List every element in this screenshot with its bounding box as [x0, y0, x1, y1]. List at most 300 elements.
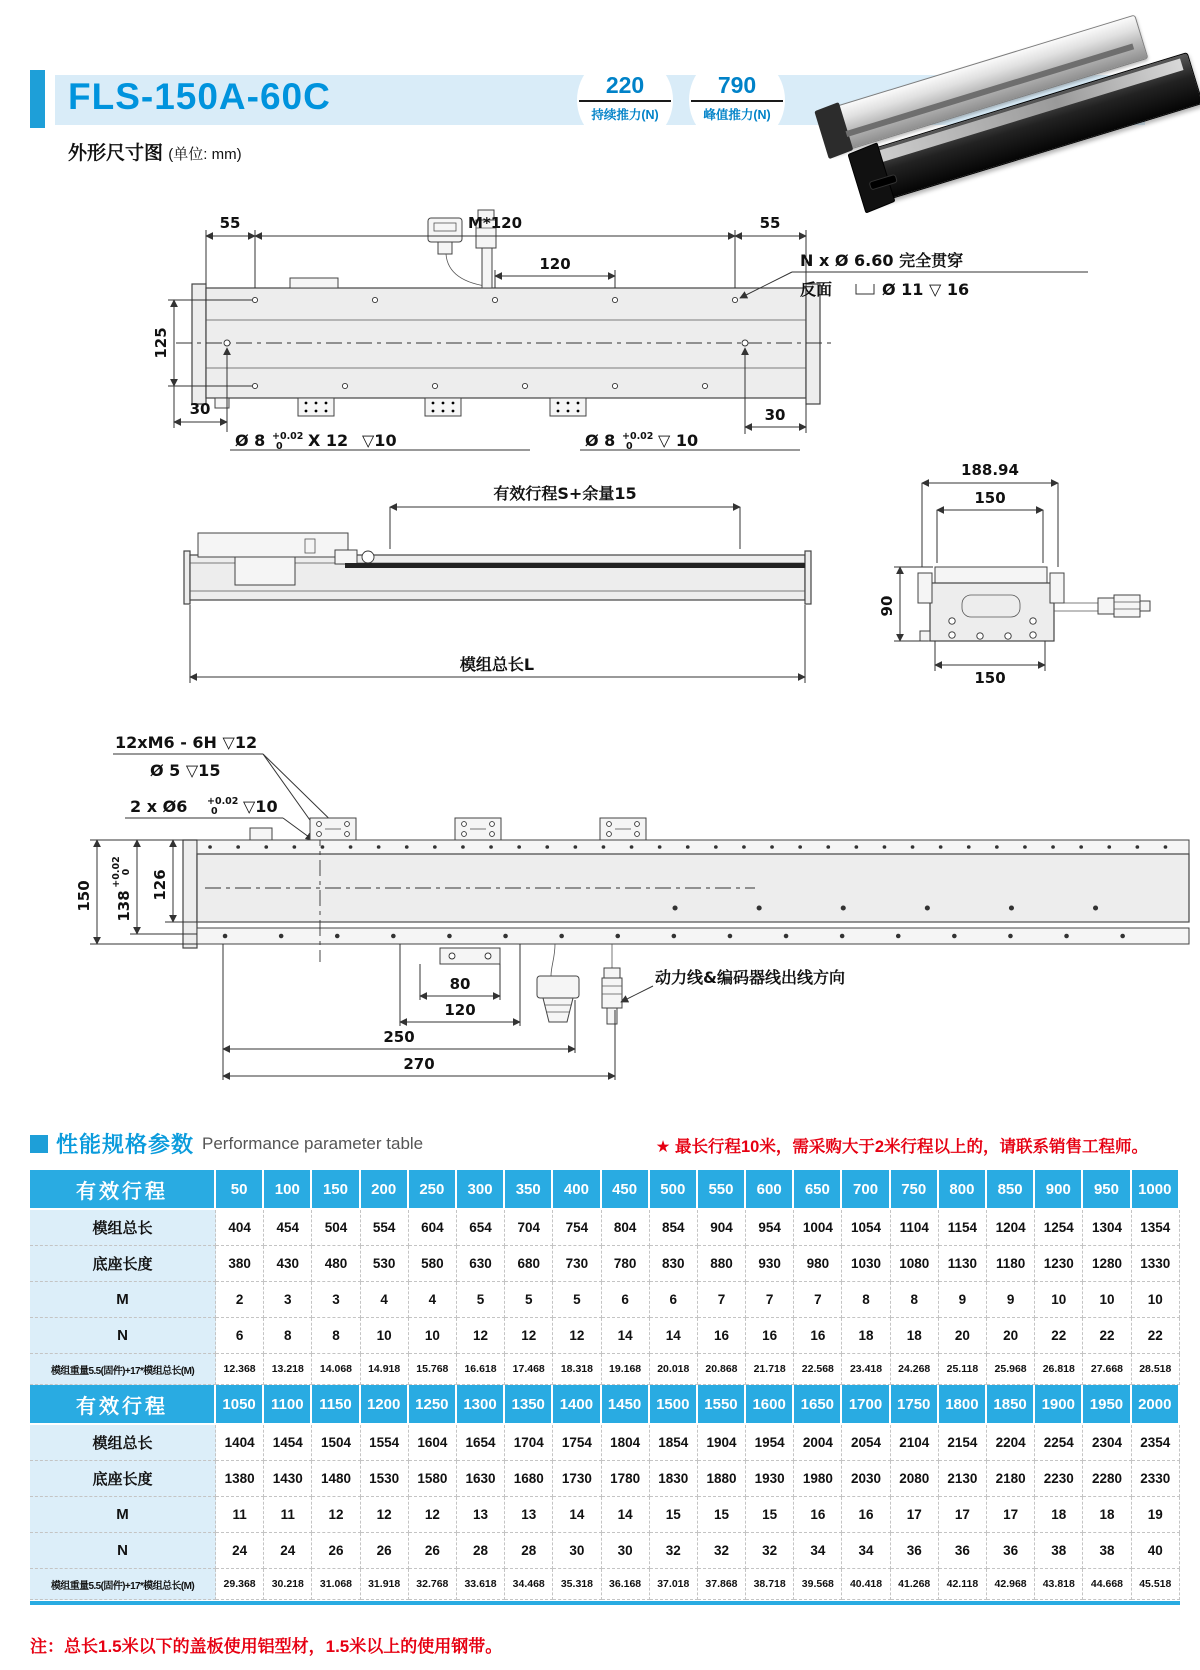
table-cell: 2180	[987, 1461, 1035, 1497]
dim-label: 55	[759, 214, 781, 232]
table-cell: 8	[312, 1318, 360, 1354]
table-cell: 14	[602, 1497, 650, 1533]
table-cell: 32	[650, 1533, 698, 1569]
column-header: 550	[698, 1170, 746, 1210]
column-header: 1150	[312, 1385, 360, 1425]
column-header: 1600	[746, 1385, 794, 1425]
table-cell: 15	[746, 1497, 794, 1533]
table-row	[30, 1246, 1180, 1282]
table-cell: 454	[264, 1210, 312, 1246]
round-connector	[602, 944, 622, 1024]
dsub-connector	[537, 944, 579, 1022]
table-cell: 17	[987, 1497, 1035, 1533]
row-label: 有效行程	[30, 1385, 216, 1425]
dimension-title-text: 外形尺寸图	[68, 143, 164, 164]
table-cell: 1204	[987, 1210, 1035, 1246]
top-rail-strip	[197, 840, 1189, 854]
counterbore-symbol	[856, 284, 874, 294]
dim-label: 55	[219, 214, 241, 232]
table-cell: 1580	[409, 1461, 457, 1497]
table-cell: 45.518	[1132, 1569, 1180, 1600]
table-cell: 2230	[1035, 1461, 1083, 1497]
peak-thrust-value: 790	[691, 72, 783, 102]
pin-hole-callout: Ø 8	[585, 431, 616, 450]
bolt-block	[310, 818, 356, 840]
table-cell: 554	[361, 1210, 409, 1246]
table-cell: 1030	[842, 1246, 890, 1282]
table-cell: 2304	[1083, 1425, 1131, 1461]
column-header: 100	[264, 1170, 312, 1210]
sensor-bracket	[250, 828, 272, 840]
table-cell: 12	[312, 1497, 360, 1533]
dim-label: 270	[403, 1055, 435, 1073]
table-cell: 980	[794, 1246, 842, 1282]
table-cell: 26	[312, 1533, 360, 1569]
table-cell: 24.268	[891, 1354, 939, 1385]
table-cell: 5	[553, 1282, 601, 1318]
header-accent-bar	[30, 70, 45, 128]
bolt-block	[600, 818, 646, 840]
column-header: 1750	[891, 1385, 939, 1425]
table-cell: 10	[409, 1318, 457, 1354]
table-cell: 36	[987, 1533, 1035, 1569]
table-cell: 17	[891, 1497, 939, 1533]
table-cell: 20	[987, 1318, 1035, 1354]
performance-table-1	[30, 1170, 1180, 1385]
bottom-view-drawing	[55, 700, 1200, 1100]
table-cell: 10	[1035, 1282, 1083, 1318]
right-end-cap	[806, 284, 820, 404]
table-cell: 1654	[457, 1425, 505, 1461]
column-header: 2000	[1132, 1385, 1180, 1425]
table-cell: 6	[602, 1282, 650, 1318]
dim-label: 80	[449, 975, 471, 993]
performance-section-title	[30, 1128, 423, 1159]
table-cell: 1404	[216, 1425, 264, 1461]
product-photo	[805, 0, 1200, 178]
table-cell: 1004	[794, 1210, 842, 1246]
table-cell: 12	[409, 1497, 457, 1533]
column-header: 1650	[794, 1385, 842, 1425]
table-cell: 15	[650, 1497, 698, 1533]
table-cell: 26.818	[1035, 1354, 1083, 1385]
column-header: 850	[987, 1170, 1035, 1210]
table-cell: 1104	[891, 1210, 939, 1246]
continuous-thrust-value: 220	[579, 72, 671, 102]
table-row	[30, 1425, 1180, 1461]
column-header: 750	[891, 1170, 939, 1210]
right-end-cap	[805, 551, 811, 604]
table-cell: 10	[361, 1318, 409, 1354]
table-cell: 1830	[650, 1461, 698, 1497]
table-cell: 1730	[553, 1461, 601, 1497]
table-cell: 7	[794, 1282, 842, 1318]
column-header: 500	[650, 1170, 698, 1210]
table-cell: 1280	[1083, 1246, 1131, 1282]
table-cell: 26	[361, 1533, 409, 1569]
row-label: 底座长度	[30, 1246, 216, 1282]
table-cell: 40	[1132, 1533, 1180, 1569]
performance-table-2	[30, 1385, 1180, 1600]
cable-direction-note: 动力线&编码器线出线方向	[655, 968, 845, 987]
table-cell: 930	[746, 1246, 794, 1282]
left-end-cap	[183, 840, 197, 948]
table-row	[30, 1282, 1180, 1318]
table-cell: 18	[1035, 1497, 1083, 1533]
table-cell: 19	[1132, 1497, 1180, 1533]
table-cell: 6	[650, 1282, 698, 1318]
column-header: 650	[794, 1170, 842, 1210]
table-row	[30, 1569, 1180, 1600]
column-header: 1100	[264, 1385, 312, 1425]
dim-label: 138	[115, 890, 133, 922]
table-cell: 14.918	[361, 1354, 409, 1385]
table-cell: 504	[312, 1210, 360, 1246]
dim-label: 150	[75, 880, 93, 912]
table-cell: 2330	[1132, 1461, 1180, 1497]
table-cell: 1330	[1132, 1246, 1180, 1282]
table-cell: 12.368	[216, 1354, 264, 1385]
table-cell: 1304	[1083, 1210, 1131, 1246]
table-cell: 44.668	[1083, 1569, 1131, 1600]
table-cell: 12	[553, 1318, 601, 1354]
table-cell: 18	[1083, 1497, 1131, 1533]
table-cell: 20.018	[650, 1354, 698, 1385]
table-cell: 1180	[987, 1246, 1035, 1282]
table-cell: 34	[842, 1533, 890, 1569]
column-header: 1850	[987, 1385, 1035, 1425]
column-header: 150	[312, 1170, 360, 1210]
column-header: 1200	[361, 1385, 409, 1425]
cs-top-plate	[935, 567, 1047, 583]
guide-block	[298, 398, 334, 416]
cover-material-footnote: 注：总长1.5米以下的盖板使用铝型材，1.5米以上的使用钢带。	[30, 1637, 503, 1656]
table-cell: 15.768	[409, 1354, 457, 1385]
table-cell: 1454	[264, 1425, 312, 1461]
table-cell: 754	[553, 1210, 601, 1246]
table-cell: 16.618	[457, 1354, 505, 1385]
column-header: 950	[1083, 1170, 1131, 1210]
table-cell: 22	[1083, 1318, 1131, 1354]
table-cell: 18.318	[553, 1354, 601, 1385]
table-cell: 30	[553, 1533, 601, 1569]
table-cell: 580	[409, 1246, 457, 1282]
continuous-thrust-label: 持续推力(N)	[591, 108, 659, 122]
stroke-dim-label: 有效行程S+余量15	[493, 484, 637, 503]
table-cell: 25.968	[987, 1354, 1035, 1385]
table-cell: 1904	[698, 1425, 746, 1461]
table-cell: 1380	[216, 1461, 264, 1497]
table-cell: 630	[457, 1246, 505, 1282]
table-cell: 24	[264, 1533, 312, 1569]
table-cell: 2354	[1132, 1425, 1180, 1461]
tolerance-lower: 0	[626, 441, 633, 452]
table-cell: 2054	[842, 1425, 890, 1461]
table-cell: 12	[361, 1497, 409, 1533]
dim-label: 150	[974, 489, 1006, 507]
pin-hole-count: X 12	[308, 431, 349, 450]
sensor-bracket	[290, 278, 338, 288]
dim-label: 120	[539, 255, 571, 273]
pin-hole-depth: ▽10	[362, 431, 397, 450]
table-cell: 13	[457, 1497, 505, 1533]
table-cell: 14	[650, 1318, 698, 1354]
table-cell: 2204	[987, 1425, 1035, 1461]
table-cell: 904	[698, 1210, 746, 1246]
tolerance-upper: +0.02	[207, 796, 239, 807]
table-cell: 29.368	[216, 1569, 264, 1600]
table-cell: 32.768	[409, 1569, 457, 1600]
dim-label: 90	[878, 595, 896, 617]
table-cell: 2254	[1035, 1425, 1083, 1461]
dimension-lines	[90, 840, 197, 944]
table-cell: 1604	[409, 1425, 457, 1461]
table-cell: 13	[505, 1497, 553, 1533]
table-cell: 2280	[1083, 1461, 1131, 1497]
peak-thrust-stat	[691, 72, 783, 123]
guide-block	[425, 398, 461, 416]
drive-shaft	[345, 563, 805, 568]
cable-note-leader	[621, 986, 653, 1002]
table-cell: 2030	[842, 1461, 890, 1497]
dimension-section-title	[68, 138, 242, 165]
table-cell: 1880	[698, 1461, 746, 1497]
table-row	[30, 1461, 1180, 1497]
table-cell: 1530	[361, 1461, 409, 1497]
table-cell: 16	[746, 1318, 794, 1354]
side-view-drawing	[140, 455, 1200, 700]
guide-block	[550, 398, 586, 416]
table-row	[30, 1497, 1180, 1533]
row-label: 底座长度	[30, 1461, 216, 1497]
table-cell: 954	[746, 1210, 794, 1246]
dimension-title-unit: (单位: mm)	[168, 146, 242, 163]
table-cell: 34.468	[505, 1569, 553, 1600]
table-cell: 5	[505, 1282, 553, 1318]
column-header: 800	[939, 1170, 987, 1210]
cross-section	[918, 567, 1150, 641]
table-cell: 19.168	[602, 1354, 650, 1385]
hole-callout-back-spec: Ø 11 ▽ 16	[882, 280, 970, 299]
table-cell: 780	[602, 1246, 650, 1282]
table-cell: 4	[409, 1282, 457, 1318]
table-cell: 10	[1083, 1282, 1131, 1318]
table-cell: 28	[505, 1533, 553, 1569]
table-cell: 6	[216, 1318, 264, 1354]
table-cell: 430	[264, 1246, 312, 1282]
table-cell: 8	[891, 1282, 939, 1318]
table-cell: 21.718	[746, 1354, 794, 1385]
table-cell: 37.868	[698, 1569, 746, 1600]
table-cell: 2130	[939, 1461, 987, 1497]
table-cell: 16	[698, 1318, 746, 1354]
dim-label: M*120	[467, 214, 523, 232]
table-cell: 1430	[264, 1461, 312, 1497]
table-cell: 11	[216, 1497, 264, 1533]
thread-callout: 12xM6 - 6H ▽12	[115, 733, 258, 752]
table-cell: 15	[698, 1497, 746, 1533]
column-header: 1000	[1132, 1170, 1180, 1210]
table-cell: 7	[746, 1282, 794, 1318]
table-cell: 1854	[650, 1425, 698, 1461]
dim-label: 150	[974, 669, 1006, 687]
table-cell: 30	[602, 1533, 650, 1569]
column-header: 1250	[409, 1385, 457, 1425]
section-title-en: Performance parameter table	[202, 1133, 424, 1153]
cs-connector	[1098, 598, 1114, 614]
table-cell: 1954	[746, 1425, 794, 1461]
table-cell: 804	[602, 1210, 650, 1246]
table-cell: 35.318	[553, 1569, 601, 1600]
tolerance-lower: 0	[276, 441, 283, 452]
table-cell: 1054	[842, 1210, 890, 1246]
row-label: M	[30, 1497, 216, 1533]
column-header: 1450	[602, 1385, 650, 1425]
table-cell: 9	[987, 1282, 1035, 1318]
column-header: 1700	[842, 1385, 890, 1425]
table-cell: 854	[650, 1210, 698, 1246]
table-cell: 654	[457, 1210, 505, 1246]
column-header: 1500	[650, 1385, 698, 1425]
table-cell: 40.418	[842, 1569, 890, 1600]
hole-callout: N x Ø 6.60 完全贯穿	[800, 251, 964, 270]
table-cell: 604	[409, 1210, 457, 1246]
table-cell: 1554	[361, 1425, 409, 1461]
column-header: 1800	[939, 1385, 987, 1425]
top-view-drawing	[140, 192, 1100, 464]
table-cell: 704	[505, 1210, 553, 1246]
table-cell: 1354	[1132, 1210, 1180, 1246]
total-length-label: 模组总长L	[459, 655, 535, 674]
table-cell: 1754	[553, 1425, 601, 1461]
table-cell: 34	[794, 1533, 842, 1569]
tolerance-lower: 0	[211, 806, 218, 817]
table-cell: 14	[602, 1318, 650, 1354]
table-cell: 30.218	[264, 1569, 312, 1600]
column-header: 300	[457, 1170, 505, 1210]
table-cell: 1680	[505, 1461, 553, 1497]
dim-label: 126	[151, 869, 169, 901]
table-cell: 1154	[939, 1210, 987, 1246]
table-cell: 17.468	[505, 1354, 553, 1385]
column-header: 250	[409, 1170, 457, 1210]
table-cell: 13.218	[264, 1354, 312, 1385]
table-cell: 27.668	[1083, 1354, 1131, 1385]
table-row	[30, 1533, 1180, 1569]
table-end-bar	[30, 1601, 1180, 1605]
table-cell: 28	[457, 1533, 505, 1569]
table-cell: 24	[216, 1533, 264, 1569]
table-cell: 1080	[891, 1246, 939, 1282]
table-cell: 1630	[457, 1461, 505, 1497]
table-cell: 14.068	[312, 1354, 360, 1385]
table-cell: 1130	[939, 1246, 987, 1282]
dsub-connector-side	[335, 550, 357, 564]
left-end-cap	[184, 551, 190, 604]
row-label: M	[30, 1282, 216, 1318]
table-cell: 16	[794, 1318, 842, 1354]
column-header: 400	[553, 1170, 601, 1210]
table-cell: 8	[264, 1318, 312, 1354]
table-cell: 18	[842, 1318, 890, 1354]
table-cell: 41.268	[891, 1569, 939, 1600]
table-cell: 2004	[794, 1425, 842, 1461]
row-label: 模组总长	[30, 1210, 216, 1246]
table-cell: 2104	[891, 1425, 939, 1461]
column-header: 700	[842, 1170, 890, 1210]
row-label: N	[30, 1318, 216, 1354]
table-cell: 38	[1083, 1533, 1131, 1569]
table-cell: 11	[264, 1497, 312, 1533]
dowel-depth: ▽10	[243, 797, 278, 816]
table-cell: 22.568	[794, 1354, 842, 1385]
table-cell: 7	[698, 1282, 746, 1318]
table-cell: 20	[939, 1318, 987, 1354]
table-cell: 880	[698, 1246, 746, 1282]
table-cell: 1980	[794, 1461, 842, 1497]
dowel-callout: 2 x Ø6	[130, 797, 188, 816]
table-cell: 1704	[505, 1425, 553, 1461]
table-cell: 39.568	[794, 1569, 842, 1600]
table-cell: 4	[361, 1282, 409, 1318]
table-header-row	[30, 1170, 1180, 1210]
dim-label: 30	[189, 400, 211, 418]
column-header: 1550	[698, 1385, 746, 1425]
table-cell: 5	[457, 1282, 505, 1318]
dim-label: 30	[764, 406, 786, 424]
row-label: 模组重量5.5(固件)+17*模组总长(M)	[30, 1569, 216, 1600]
table-cell: 12	[505, 1318, 553, 1354]
table-cell: 38.718	[746, 1569, 794, 1600]
column-header: 1300	[457, 1385, 505, 1425]
page-title: FLS-150A-60C	[68, 76, 331, 117]
dim-label: 188.94	[961, 461, 1019, 479]
tolerance-upper: +0.02	[111, 856, 122, 888]
tolerance-upper: +0.02	[272, 431, 304, 442]
table-cell: 12	[457, 1318, 505, 1354]
column-header: 1950	[1083, 1385, 1131, 1425]
table-cell: 28.518	[1132, 1354, 1180, 1385]
performance-tables	[30, 1170, 1180, 1605]
table-row	[30, 1354, 1180, 1385]
row-label: 模组总长	[30, 1425, 216, 1461]
pin-hole-depth: ▽ 10	[658, 431, 699, 450]
row-label: N	[30, 1533, 216, 1569]
table-cell: 380	[216, 1246, 264, 1282]
table-cell: 2	[216, 1282, 264, 1318]
table-cell: 1804	[602, 1425, 650, 1461]
table-cell: 16	[842, 1497, 890, 1533]
table-cell: 43.818	[1035, 1569, 1083, 1600]
table-cell: 1780	[602, 1461, 650, 1497]
table-cell: 32	[698, 1533, 746, 1569]
table-cell: 10	[1132, 1282, 1180, 1318]
section-title-cn: 性能规格参数	[56, 1132, 195, 1157]
column-header: 200	[361, 1170, 409, 1210]
table-cell: 31.068	[312, 1569, 360, 1600]
column-header: 450	[602, 1170, 650, 1210]
pin-hole-callout: Ø 8	[235, 431, 266, 450]
dim-label: 120	[444, 1001, 476, 1019]
table-cell: 1230	[1035, 1246, 1083, 1282]
table-cell: 22	[1132, 1318, 1180, 1354]
motor-mount-bracket	[440, 948, 500, 964]
table-cell: 31.918	[361, 1569, 409, 1600]
table-cell: 42.118	[939, 1569, 987, 1600]
table-cell: 37.018	[650, 1569, 698, 1600]
hole-callout-back: 反面	[800, 280, 833, 299]
table-cell: 680	[505, 1246, 553, 1282]
